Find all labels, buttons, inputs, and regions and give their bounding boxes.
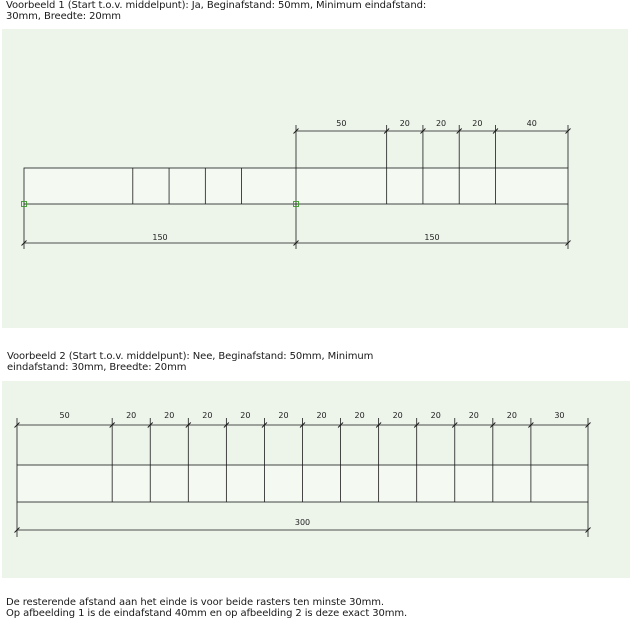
example-2-top-dimension-label: 20: [392, 411, 403, 420]
example-2-top-dimension-label: 20: [430, 411, 441, 420]
example-1-caption: Voorbeeld 1 (Start t.o.v. middelpunt): Ja, Beginafstand: 50mm, Minimum eindafstand: 30mm, Breedte: 20mm: [6, 0, 427, 22]
example-1-top-dimension-label: 20: [399, 119, 410, 128]
example-1-top-dimension-label: 20: [435, 119, 447, 128]
example-2-top-dimension-label: 20: [468, 411, 479, 420]
footer-line-1: De resterende afstand aan het einde is voor beide rasters ten minste 30mm.: [6, 597, 384, 608]
example-2-top-dimension-label: 20: [506, 411, 517, 420]
example-1-bottom-dimension-label: 150: [424, 233, 440, 242]
example-2-top-dimension-label: 20: [202, 411, 213, 420]
example-2-caption: Voorbeeld 2 (Start t.o.v. middelpunt): Nee, Beginafstand: 50mm, Minimum eindafstand: 30mm, Breedte: 20mm: [7, 351, 374, 373]
example-2-top-dimension-label: 50: [59, 411, 70, 420]
footer-line-2: Op afbeelding 1 is de eindafstand 40mm en op afbeelding 2 is deze exact 30mm.: [6, 608, 408, 619]
example-1-bottom-dimension-label: 150: [152, 233, 168, 242]
example-2-top-dimension-label: 20: [316, 411, 327, 420]
example-1-top-dimension-label: 50: [336, 119, 347, 128]
example-2-bottom-dimension-label: 300: [294, 518, 311, 527]
example-1-top-dimension-label: 20: [472, 119, 483, 128]
example-2-top-dimension-label: 20: [278, 411, 289, 420]
example-2-top-dimension-label: 20: [164, 411, 175, 420]
example-2-top-dimension-label: 30: [554, 411, 565, 420]
example-2-top-dimension-label: 20: [240, 411, 251, 420]
example-2-top-dimension-label: 20: [354, 411, 365, 420]
example-2-top-dimension-label: 20: [126, 411, 137, 420]
example-1-top-dimension-label: 40: [526, 119, 537, 128]
